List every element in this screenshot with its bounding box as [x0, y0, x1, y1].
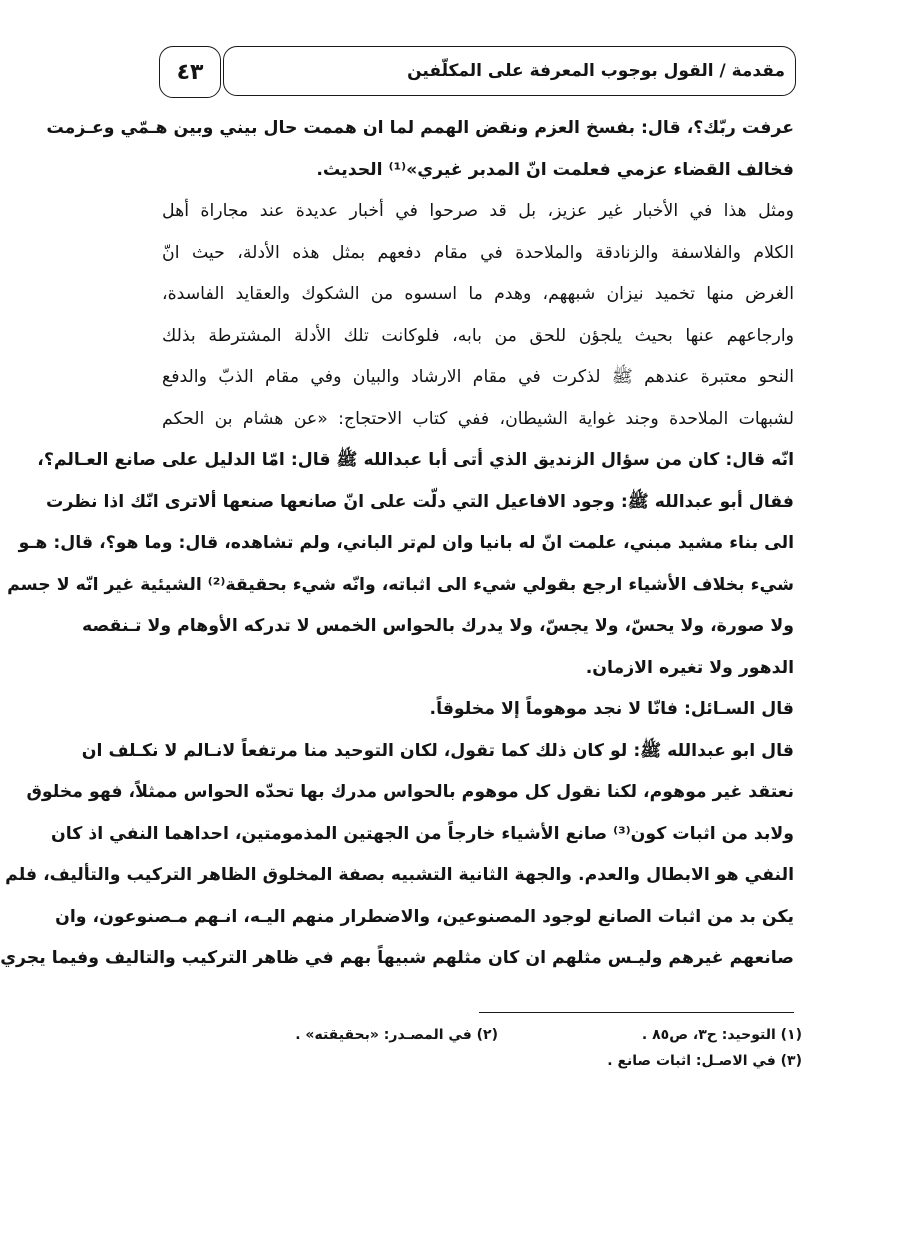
text-line: صانعهم غيرهم وليـس مثلهم ان كان مثلهم شبيهاً بهم في ظاهر التركيب والتاليف وفيما يجري	[0, 948, 794, 968]
text-line: ولا صورة، ولا يحسّ، ولا يجسّ، ولا يدرك بالحواس الخمس لا تدركه الأوهام ولا تـنقصه	[82, 616, 794, 636]
main-text	[0, 108, 794, 980]
text-line: فقال أبو عبدالله ﷺ: وجود الافاعيل التي دلّت على انّ صانعها صنعها ألاترى انّك اذا نظرت	[46, 491, 794, 512]
footnote-row	[162, 1022, 802, 1048]
text-line: وارجاعهم عنها بحيث يلجؤن للحق من بابه، فلوكانت تلك الأدلة المشترطة بذلك	[162, 325, 794, 346]
text-line: يكن بد من اثبات الصانع لوجود المصنوعين، والاضطرار منهم اليـه، انـهم مـصنوعون، وان	[55, 906, 794, 927]
page-header	[159, 46, 796, 102]
text-line: شيء بخلاف الأشياء ارجع بقولي شيء الى اثباته، وانّه شيء بحقيقة⁽²⁾ الشيئية غير انّه لا جسم	[7, 574, 794, 595]
text-line: انّه قال: كان من سؤال الزنديق الذي أتى أبا عبدالله ﷺ قال: امّا الدليل على صانع العـالم؟،	[37, 450, 794, 470]
footnote-row	[162, 1048, 802, 1074]
footnote-3: (٣) في الاصـل: اثبات صانع .	[607, 1053, 802, 1069]
text-line: قال ابو عبدالله ﷺ: لو كان ذلك كما تقول، لكان التوحيد منا مرتفعاً لانـالم لا نكـلف ان	[81, 740, 794, 761]
text-line: نعتقد غير موهوم، لكنا نقول كل موهوم بالحواس مدرك بها تحدّه الحواس ممثلاً، فهو مخلوق	[26, 782, 794, 802]
footnotes	[162, 1022, 802, 1074]
text-line: الغرض منها تخميد نيزان شبههم، وهدم ما اسسوه من الشكوك والعقايد الفاسدة،	[162, 284, 794, 304]
text-line: ولابد من اثبات كون⁽³⁾ صانع الأشياء خارجاً من الجهتين المذمومتين، احداهما النفي اذ كان	[51, 823, 794, 844]
page-number: ٤٣	[159, 46, 221, 98]
footnote-divider	[479, 1012, 794, 1013]
text-line: لشبهات الملاحدة وجند غواية الشيطان، ففي كتاب الاحتجاج: «عن هشام بن الحكم	[162, 408, 794, 429]
text-line: ومثل هذا في الأخبار غير عزيز، بل قد صرحوا في أخبار عديدة عند مجاراة أهل	[162, 201, 794, 221]
text-line: النفي هو الابطال والعدم. والجهة الثانية التشبيه بصفة المخلوق الظاهر التركيب والتأليف، فلم	[5, 865, 794, 885]
text-line: الى بناء مشيد مبني، علمت انّ له بانيا وان لم‌تر الباني، ولم تشاهده، قال: وما هو؟، قال: هـو	[18, 533, 794, 553]
text-line: الدهور ولا تغيره الازمان.	[585, 657, 794, 678]
footnote-1: (١) التوحيد: ح٣، ص٨٥ .	[641, 1027, 802, 1043]
footnote-2: (٢) في المصـدر: «بحقيقته» .	[295, 1027, 498, 1043]
text-line: عرفت ربّك؟، قال: بفسخ العزم ونقض الهمم لما ان هممت حال بيني وبين هـمّي وعـزمت	[46, 118, 794, 138]
text-line: النحو معتبرة عندهم ﷺ لذكرت في مقام الارشاد والبيان وفي مقام الذبّ والدفع	[162, 367, 794, 387]
text-line: فخالف القضاء عزمي فعلمت انّ المدبر غيري»⁽¹⁾ الحديث.	[316, 159, 794, 180]
text-line: الكلام والفلاسفة والزنادقة والملاحدة في مقام دفعهم بمثل هذه الأدلة، حيث انّ	[162, 242, 794, 263]
running-title: مقدمة / القول بوجوب المعرفة على المكلّفين	[223, 46, 796, 96]
text-line: قال السـائل: فانّا لا نجد موهوماً إلا مخلوقاً.	[429, 699, 794, 719]
